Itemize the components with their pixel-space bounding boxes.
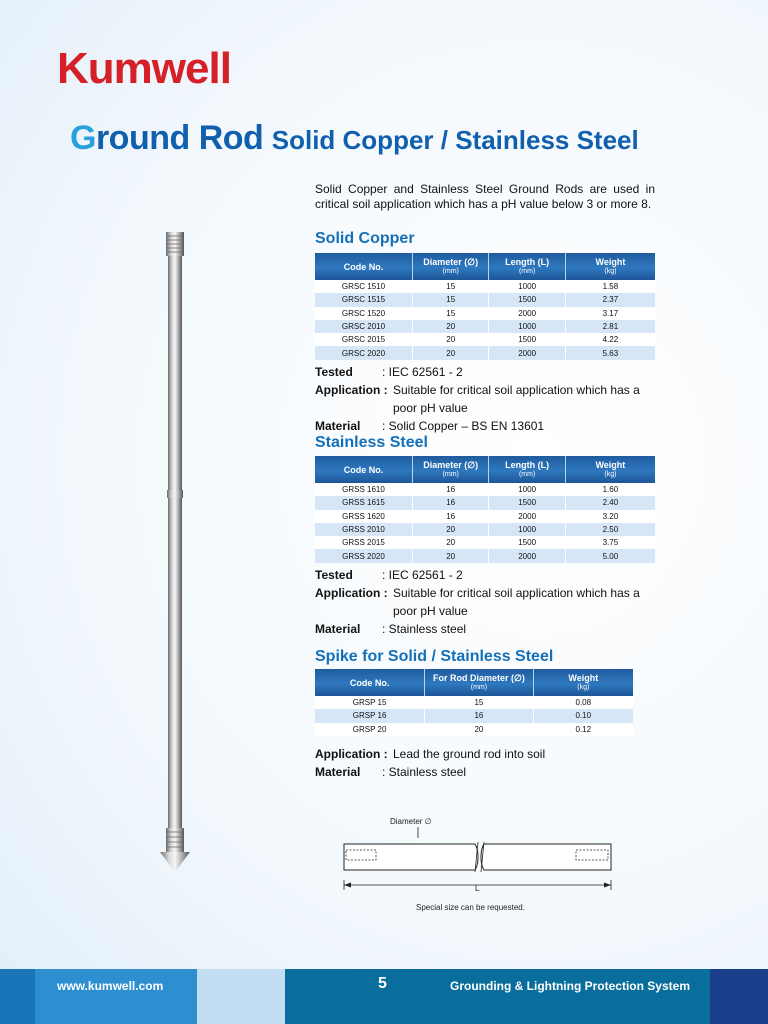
table-row: GRSS 2010 20 1000 2.50 [315,523,655,536]
page-number: 5 [378,975,387,992]
table-row: GRSS 2015 20 1500 3.75 [315,536,655,549]
website-link[interactable]: www.kumwell.com [57,979,164,993]
spike-info: Application : Lead the ground rod into soil Material : Stainless steel [315,747,546,779]
table-row: GRSS 2020 20 2000 5.00 [315,549,655,562]
diameter-label: Diameter ∅ [390,817,432,826]
special-size-note: Special size can be requested. [416,903,525,912]
table-row: GRSS 1620 16 2000 3.20 [315,510,655,523]
solid-copper-title: Solid Copper [315,230,415,247]
table-row: GRSP 20 20 0.12 [315,723,633,736]
page-title: Ground Rod Solid Copper / Stainless Steel [70,119,639,157]
header-length: Length (L) (mm) [489,253,565,280]
intro-text: Solid Copper and Stainless Steel Ground Rods are used in critical soil application which has a pH value below 3 or more 8. [315,182,655,211]
header-weight: Weight (kg) [565,253,655,280]
table-row: GRSS 1610 16 1000 1.60 [315,483,655,496]
spike-title: Spike for Solid / Stainless Steel [315,648,554,665]
rod-dimension-diagram [338,812,628,917]
table-row: GRSC 2015 20 1500 4.22 [315,333,655,346]
table-row: GRSP 15 15 0.08 [315,696,633,709]
length-label: L [475,884,480,893]
page-subtitle: Solid Copper / Stainless Steel [271,125,639,155]
footer-tagline: Grounding & Lightning Protection System [450,979,690,993]
table-row: GRSC 1520 15 2000 3.17 [315,307,655,320]
stainless-steel-title: Stainless Steel [315,434,428,451]
table-row: GRSC 1510 15 1000 1.58 [315,280,655,293]
stainless-steel-table: Code No. Diameter (∅) (mm) Length (L) (mm) Weight (kg) GRSS 1610 16 1000 1.60 GRSS 1615 16 1500 2.40 GRSS 1620 16 2000 3.20 GRSS 2010 20 1000 2.50 GRSS 2015 20 1500 3.75 GRSS 2020 20 2000 5.00 [315,456,655,563]
footer [0,969,768,1024]
ground-rod-image [158,232,194,882]
stainless-steel-info: Tested : IEC 62561 - 2 Application : Suitable for critical soil application which has a poor pH value Material : Stainless steel [315,568,640,636]
table-row: GRSC 2020 20 2000 5.63 [315,346,655,359]
kumwell-logo: Kumwell [57,44,231,93]
table-row: GRSP 16 16 0.10 [315,709,633,722]
table-row: GRSC 2010 20 1000 2.81 [315,320,655,333]
header-diameter: Diameter (∅) (mm) [412,253,488,280]
table-row: GRSC 1515 15 1500 2.37 [315,293,655,306]
solid-copper-table [315,253,655,360]
header-code: Code No. [315,253,412,280]
solid-copper-info: Tested : IEC 62561 - 2 Application : Suitable for critical soil application which has a poor pH value Material : Solid Copper – BS EN 13601 [315,365,640,433]
spike-table: Code No. For Rod Diameter (∅) (mm) Weight (kg) GRSP 15 15 0.08 GRSP 16 16 0.10 GRSP 20 20 0.12 [315,669,633,736]
table-row: GRSS 1615 16 1500 2.40 [315,496,655,509]
